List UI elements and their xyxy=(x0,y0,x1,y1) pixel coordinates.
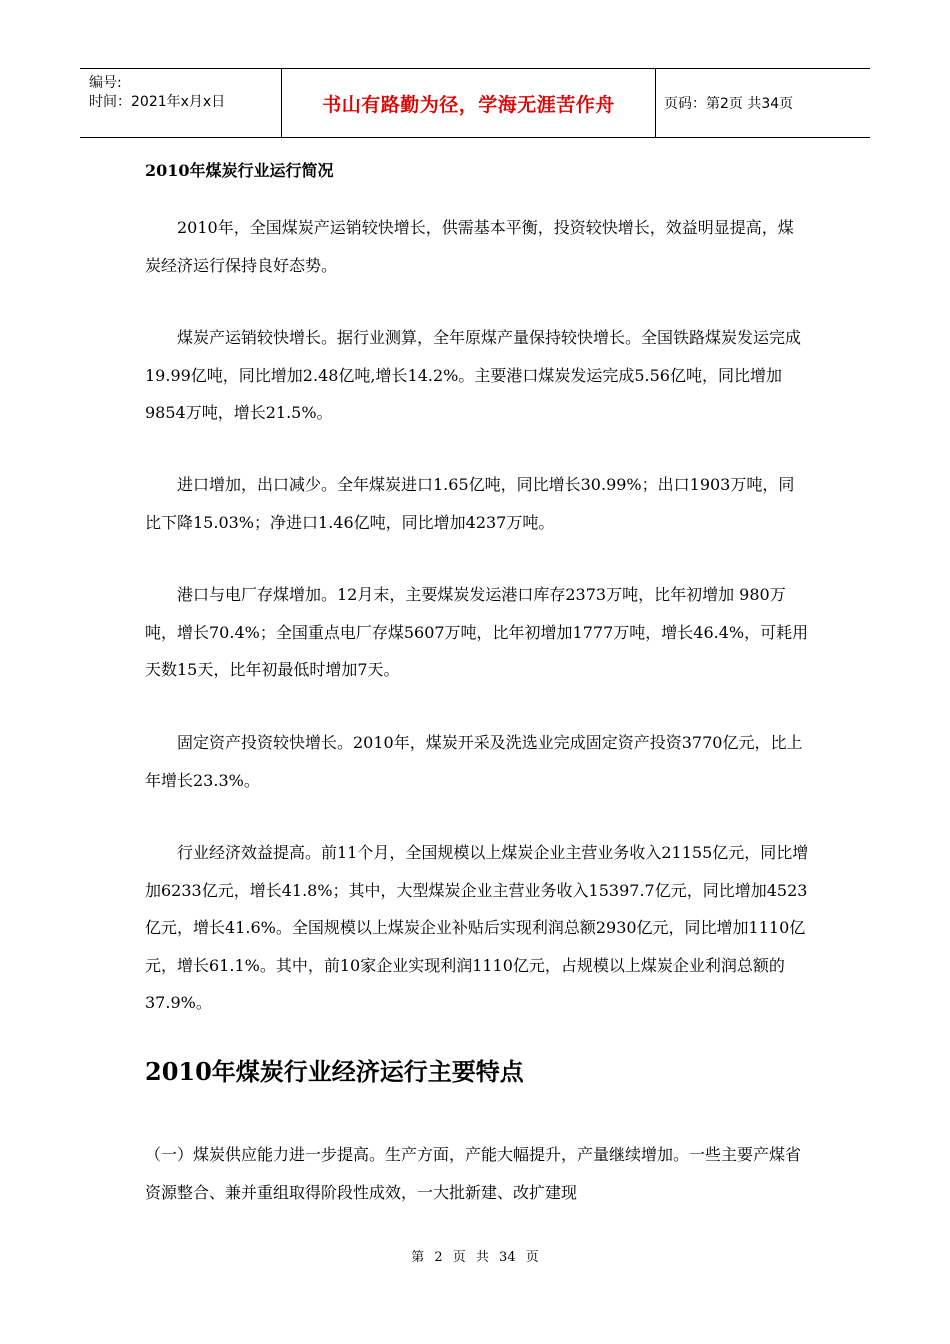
paragraph-overview: 2010年，全国煤炭产运销较快增长，供需基本平衡，投资较快增长，效益明显提高，煤炭经济运行保持良好态势。 xyxy=(145,218,794,275)
header-page-cell xyxy=(656,69,870,137)
page-label: 页码：第2页 共34页 xyxy=(664,96,794,112)
page-footer: 第 2 页 共 34 页 xyxy=(411,1250,539,1265)
section-title: 2010年煤炭行业运行简况 xyxy=(145,161,334,180)
number-label: 编号: xyxy=(89,75,122,91)
document-header xyxy=(80,68,870,138)
paragraph-inventory: 港口与电厂存煤增加。12月末，主要煤炭发运港口库存2373万吨，比年初增加 980万吨，增长70.4%；全国重点电厂存煤5607万吨，比年初增加1777万吨，增长46.4%，可耗用天数15天，比年初最低时增加7天。 xyxy=(145,585,809,679)
section-heading: 2010年煤炭行业经济运行主要特点 xyxy=(145,1057,524,1086)
paragraph-import-export: 进口增加，出口减少。全年煤炭进口1.65亿吨，同比增长30.99%；出口1903万吨，同比下降15.03%；净进口1.46亿吨，同比增加4237万吨。 xyxy=(145,475,795,532)
paragraph-production: 煤炭产运销较快增长。据行业测算，全年原煤产量保持较快增长。全国铁路煤炭发运完成19.99亿吨，同比增加2.48亿吨,增长14.2%。主要港口煤炭发运完成5.56亿吨，同比增加9854万吨，增长21.5%。 xyxy=(145,328,802,422)
date-label: 时间：2021年x月x日 xyxy=(89,94,226,110)
paragraph-profit: 行业经济效益提高。前11个月，全国规模以上煤炭企业主营业务收入21155亿元，同比增加6233亿元，增长41.8%；其中，大型煤炭企业主营业务收入15397.7亿元，同比增加4523亿元，增长41.6%。全国规模以上煤炭企业补贴后实现利润总额2930亿元，同比增加1110亿元，增长61.1%。其中，前10家企业实现利润1110亿元，占规模以上煤炭企业利润总额的37.9%。 xyxy=(145,843,809,1012)
motto-text: 书山有路勤为径，学海无涯苦作舟 xyxy=(322,93,615,116)
header-info-cell xyxy=(80,69,282,137)
paragraph-investment: 固定资产投资较快增长。2010年，煤炭开采及洗选业完成固定资产投资3770亿元，比上年增长23.3%。 xyxy=(145,733,803,790)
paragraph-supply: （一）煤炭供应能力进一步提高。生产方面，产能大幅提升，产量继续增加。一些主要产煤省资源整合、兼并重组取得阶段性成效，一大批新建、改扩建现 xyxy=(145,1145,802,1202)
header-motto-cell xyxy=(282,69,656,137)
